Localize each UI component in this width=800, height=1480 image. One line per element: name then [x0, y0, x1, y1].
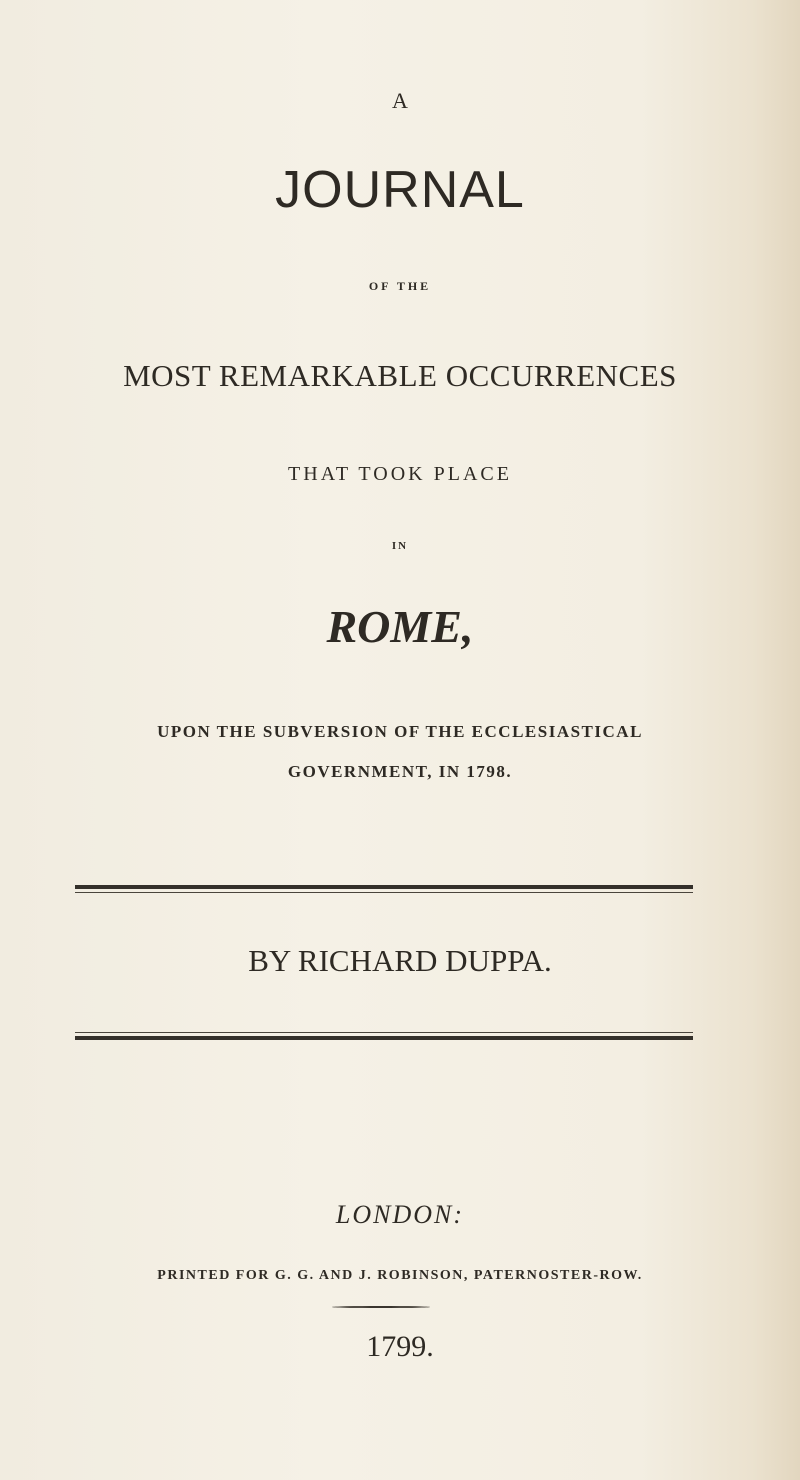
of-the-text: OF THE: [368, 279, 432, 293]
description-line-2: GOVERNMENT, IN 1798.: [287, 762, 513, 781]
subtitle: MOST REMARKABLE OCCURRENCES: [123, 358, 677, 393]
double-rule-top: [75, 885, 693, 893]
that-took-place-text: THAT TOOK PLACE: [288, 463, 512, 485]
double-rule-bottom: [75, 1032, 693, 1040]
description-line-1: UPON THE SUBVERSION OF THE ECCLESIASTICAL: [157, 722, 643, 741]
imprint-city: LONDON:: [335, 1200, 465, 1229]
in-text: IN: [391, 540, 409, 552]
title-article: A: [392, 88, 408, 113]
main-title: JOURNAL: [275, 161, 525, 219]
imprint-year: 1799.: [366, 1330, 434, 1363]
place-name: ROME,: [326, 601, 474, 652]
imprint-publisher: PRINTED FOR G. G. AND J. ROBINSON, PATERNOSTER-ROW.: [157, 1268, 643, 1283]
ornamental-rule: [332, 1306, 430, 1308]
author-line: BY RICHARD DUPPA.: [248, 943, 552, 978]
